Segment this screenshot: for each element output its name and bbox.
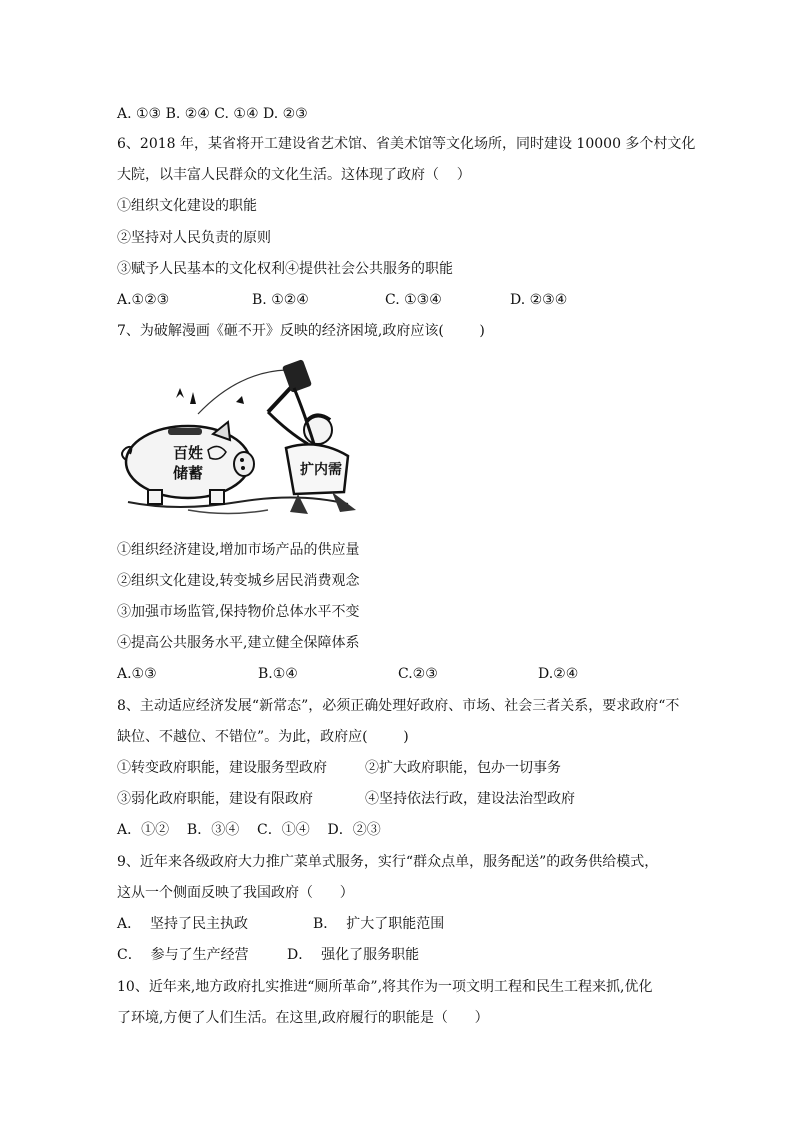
q7-item-4: ④提高公共服务水平,建立健全保障体系 [117,635,360,651]
pig-label-line1: 百姓 [173,444,204,462]
q8-stem-line1: 8、主动适应经济发展“新常态”，必须正确处理好政府、市场、社会三者关系，要求政府“不 [117,698,680,714]
pig-label-line2: 储蓄 [173,464,204,482]
q8-item-4: ④坚持依法行政，建设法治型政府 [365,791,575,807]
q6-item-3: ③赋予人民基本的文化权利④提供社会公共服务的职能 [117,261,453,277]
q6-option-a: A.①②③ [117,292,170,308]
q9-option-b: B． 扩大了职能范围 [313,916,445,932]
q7-option-d: D.②④ [538,666,579,682]
q10-stem-line1: 10、近年来,地方政府扎实推进“厕所革命”,将其作为一项文明工程和民生工程来抓,优化 [117,979,653,995]
q7-option-c: C.②③ [398,666,438,682]
q7-stem: 7、为破解漫画《砸不开》反映的经济困境,政府应该( ) [117,323,485,339]
q6-stem-line2: 大院，以丰富人民群众的文化生活。这体现了政府（ ） [117,167,471,183]
cartoon-image [118,352,358,522]
q8-item-2: ②扩大政府职能，包办一切事务 [365,760,561,776]
q6-item-2: ②坚持对人民负责的原则 [117,230,271,246]
q9-option-d: D． 强化了服务职能 [287,947,420,963]
q7-item-3: ③加强市场监管,保持物价总体水平不变 [117,604,360,620]
man-shirt-label: 扩内需 [300,462,342,478]
q8-item-1: ①转变政府职能，建设服务型政府 [117,760,327,776]
q9-option-a: A． 坚持了民主执政 [117,916,249,932]
q6-option-d: D. ②③④ [510,292,568,308]
q5-options: A. ①③ B. ②④ C. ①④ D. ②③ [117,106,308,122]
q8-item-3: ③弱化政府职能，建设有限政府 [117,791,313,807]
q7-item-1: ①组织经济建设,增加市场产品的供应量 [117,542,360,558]
q6-item-1: ①组织文化建设的职能 [117,198,257,214]
q6-option-c: C. ①③④ [385,292,442,308]
q8-options: A．①② B．③④ C．①④ D．②③ [117,822,381,838]
q7-option-a: A.①③ [117,666,157,682]
q7-item-2: ②组织文化建设,转变城乡居民消费观念 [117,573,360,589]
q8-stem-line2: 缺位、不越位、不错位”。为此，政府应( ) [117,729,409,745]
q7-option-b: B.①④ [258,666,298,682]
q6-stem-line1: 6、2018 年，某省将开工建设省艺术馆、省美术馆等文化场所，同时建设 10000 多个村文化 [117,136,696,152]
q10-stem-line2: 了环境,方便了人们生活。在这里,政府履行的职能是（ ） [117,1010,489,1026]
q9-stem-line2: 这从一个侧面反映了我国政府（ ） [117,885,354,901]
q9-stem-line1: 9、近年来各级政府大力推广菜单式服务，实行“群众点单，服务配送”的政务供给模式， [117,854,659,870]
q6-option-b: B. ①②④ [252,292,309,308]
q9-option-c: C． 参与了生产经营 [117,947,249,963]
